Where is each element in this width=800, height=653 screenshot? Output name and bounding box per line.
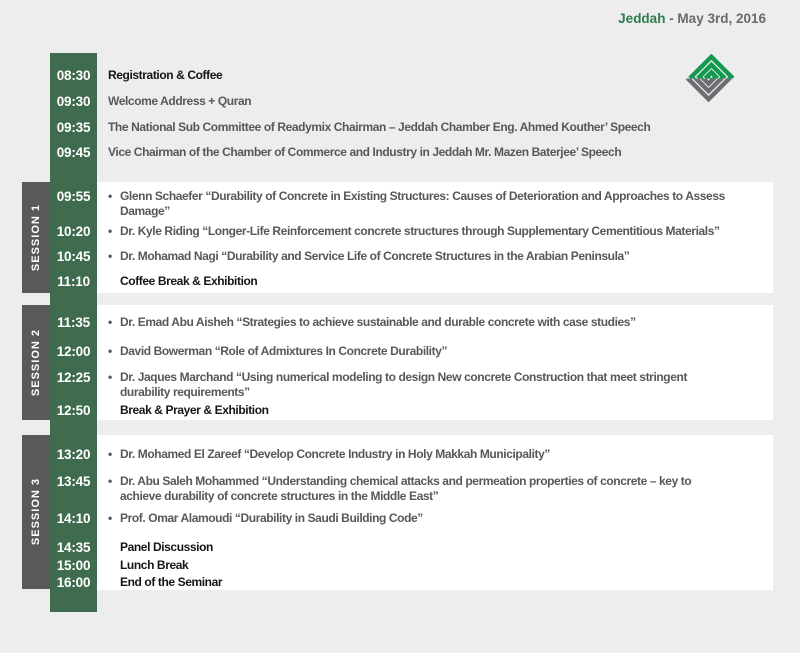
header-location: Jeddah <box>618 11 666 26</box>
event-text: Registration & Coffee <box>108 68 223 82</box>
agenda-row <box>50 120 773 135</box>
event-text: Dr. Emad Abu Aisheh “Strategies to achieve sustainable and durable concrete with case studies” <box>120 315 636 329</box>
session-3-bar <box>22 435 50 589</box>
agenda-row <box>50 274 773 289</box>
agenda-row <box>50 68 773 83</box>
row-content <box>97 344 773 359</box>
agenda-row <box>50 575 773 590</box>
row-content <box>97 68 773 83</box>
time-label: 10:20 <box>56 224 91 239</box>
row-content <box>97 447 773 462</box>
row-content <box>97 370 732 400</box>
agenda-row <box>50 474 773 504</box>
agenda-row <box>50 370 773 400</box>
event-text: Lunch Break <box>120 558 189 572</box>
header-date-text: - May 3rd, 2016 <box>665 11 766 26</box>
bullet-icon: • <box>108 511 112 525</box>
agenda-row <box>50 189 773 219</box>
time-label: 09:30 <box>56 94 91 109</box>
bullet-icon: • <box>108 249 112 263</box>
event-text: Glenn Schaefer “Durability of Concrete in Existing Structures: Causes of Deterioration and Approaches to Assess Damage” <box>120 189 725 218</box>
header-date <box>618 11 766 26</box>
event-text: Break & Prayer & Exhibition <box>120 403 269 417</box>
row-content <box>97 540 773 555</box>
bullet-icon: • <box>108 370 112 384</box>
time-label: 09:45 <box>56 145 91 160</box>
time-label: 09:35 <box>56 120 91 135</box>
agenda-row <box>50 558 773 573</box>
bullet-icon: • <box>108 189 112 203</box>
session-2-section <box>50 305 773 420</box>
time-label: 13:20 <box>56 447 91 462</box>
agenda-row <box>50 447 773 462</box>
event-text: Dr. Jaques Marchand “Using numerical modeling to design New concrete Construction that meet stringent durability requirements” <box>120 370 688 399</box>
session-1-label: SESSION 1 <box>30 203 42 272</box>
agenda-row <box>50 94 773 109</box>
event-text: Dr. Kyle Riding “Longer-Life Reinforcement concrete structures through Supplementary Cementitious Materials” <box>120 224 720 238</box>
time-label: 16:00 <box>56 575 91 590</box>
row-content <box>97 315 773 330</box>
row-content <box>97 94 773 109</box>
event-text: David Bowerman “Role of Admixtures In Concrete Durability” <box>120 344 448 358</box>
agenda-row <box>50 224 773 239</box>
agenda-row <box>50 249 773 264</box>
time-label: 09:55 <box>56 189 91 204</box>
row-content <box>97 120 773 135</box>
time-label: 08:30 <box>56 68 91 83</box>
event-text: Dr. Mohamed El Zareef “Develop Concrete Industry in Holy Makkah Municipality” <box>120 447 550 461</box>
time-label: 11:35 <box>57 315 90 330</box>
time-label: 12:00 <box>56 344 91 359</box>
time-label: 13:45 <box>56 474 91 489</box>
session-3-label: SESSION 3 <box>30 478 42 546</box>
agenda-row <box>50 315 773 330</box>
event-text: Vice Chairman of the Chamber of Commerce and Industry in Jeddah Mr. Mazen Baterjee’ Speech <box>108 145 622 159</box>
event-text: Coffee Break & Exhibition <box>120 274 258 288</box>
agenda-row <box>50 540 773 555</box>
opening-section <box>50 53 773 170</box>
time-label: 14:10 <box>56 511 91 526</box>
session-2-bar <box>22 305 50 420</box>
row-content <box>97 145 773 160</box>
row-content <box>97 189 767 219</box>
session-3-section <box>50 435 773 590</box>
row-content <box>97 224 773 239</box>
event-text: End of the Seminar <box>120 575 223 589</box>
agenda-row <box>50 344 773 359</box>
time-label: 15:00 <box>56 558 91 573</box>
row-content <box>97 403 773 418</box>
time-label: 11:10 <box>57 274 90 289</box>
session-2-label: SESSION 2 <box>30 328 42 397</box>
agenda-row <box>50 145 773 160</box>
row-content <box>97 511 773 526</box>
event-text: The National Sub Committee of Readymix Chairman – Jeddah Chamber Eng. Ahmed Kouther’ Speech <box>108 120 651 134</box>
row-content <box>97 575 773 590</box>
event-text: Prof. Omar Alamoudi “Durability in Saudi Building Code” <box>120 511 423 525</box>
row-content <box>97 274 773 289</box>
bullet-icon: • <box>108 344 112 358</box>
event-text: Panel Discussion <box>120 540 213 554</box>
agenda-row <box>50 511 773 526</box>
bullet-icon: • <box>108 224 112 238</box>
event-text: Welcome Address + Quran <box>108 94 252 108</box>
time-label: 12:50 <box>56 403 91 418</box>
time-label: 10:45 <box>56 249 91 264</box>
bullet-icon: • <box>108 315 112 329</box>
bullet-icon: • <box>108 447 112 461</box>
time-label: 14:35 <box>56 540 91 555</box>
row-content <box>97 249 773 264</box>
agenda-row <box>50 403 773 418</box>
session-1-section <box>50 182 773 293</box>
session-1-bar <box>22 182 50 293</box>
bullet-icon: • <box>108 474 112 488</box>
event-text: Dr. Abu Saleh Mohammed “Understanding chemical attacks and permeation properties of concrete – key to achieve durability of concrete structures in the Middle East” <box>120 474 692 503</box>
event-text: Dr. Mohamad Nagi “Durability and Service Life of Concrete Structures in the Arabian Peninsula” <box>120 249 630 263</box>
row-content <box>97 474 722 504</box>
row-content <box>97 558 773 573</box>
time-label: 12:25 <box>56 370 91 385</box>
